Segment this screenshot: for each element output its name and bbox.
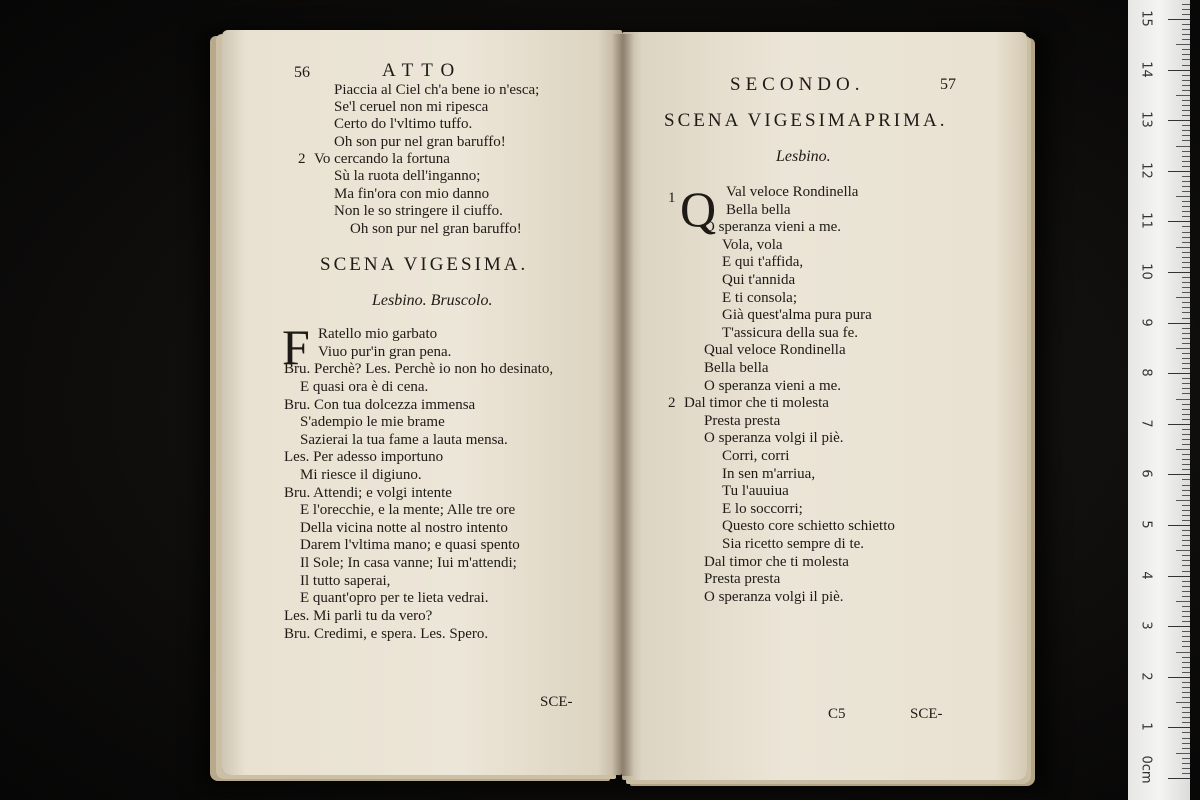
verse-line: Corri, corri <box>722 448 790 464</box>
ruler-tick <box>1182 140 1190 141</box>
ruler-tick <box>1182 388 1190 389</box>
ruler-tick <box>1182 135 1190 136</box>
dialogue-line: Les. Mi parli tu da vero? <box>284 608 433 624</box>
ruler-tick <box>1182 181 1190 182</box>
catchword: SCE- <box>910 706 943 722</box>
verse-line: Oh son pur nel gran baruffo! <box>350 221 522 237</box>
ruler-tick <box>1168 70 1190 71</box>
verse-line: Qui t'annida <box>722 272 796 288</box>
ruler-tick <box>1176 247 1190 248</box>
ruler-tick <box>1182 429 1190 430</box>
verse-line: Qual veloce Rondinella <box>704 342 846 358</box>
ruler-tick <box>1182 404 1190 405</box>
ruler-tick <box>1182 722 1190 723</box>
ruler-tick <box>1182 565 1190 566</box>
ruler-tick <box>1182 469 1190 470</box>
ruler-tick <box>1182 667 1190 668</box>
verse-line: Dal timor che ti molesta <box>704 554 849 570</box>
ruler-tick <box>1182 520 1190 521</box>
dialogue-line: Ratello mio garbato <box>318 326 438 342</box>
ruler-tick <box>1182 490 1190 491</box>
ruler-tick <box>1182 191 1190 192</box>
right-page-number: 57 <box>940 76 956 93</box>
ruler-tick <box>1182 4 1190 5</box>
ruler-tick <box>1176 95 1190 96</box>
verse-line: O speranza volgi il piè. <box>704 430 844 446</box>
ruler-tick <box>1182 748 1190 749</box>
dialogue-line: Sazierai la tua fame a lauta mensa. <box>300 432 508 448</box>
dialogue-line: Bru. Perchè? Les. Perchè io non ho desinato, <box>284 361 554 377</box>
ruler-tick <box>1182 581 1190 582</box>
verse-line: Ma fin'ora con mio danno <box>334 186 490 202</box>
ruler-tick <box>1182 636 1190 637</box>
dialogue-line: E l'orecchie, e la mente; Alle tre ore <box>300 502 516 518</box>
verse-line: Presta presta <box>704 413 781 429</box>
ruler-tick <box>1182 343 1190 344</box>
ruler-tick <box>1182 176 1190 177</box>
ruler-tick <box>1182 540 1190 541</box>
ruler-tick <box>1182 312 1190 313</box>
ruler-tick <box>1182 773 1190 774</box>
verse-line: Già quest'alma pura pura <box>722 307 872 323</box>
scene-heading: SCENA VIGESIMA. <box>320 254 529 275</box>
ruler-tick <box>1182 717 1190 718</box>
ruler-label: 8 <box>1138 368 1154 377</box>
ruler-tick <box>1182 571 1190 572</box>
book-gutter <box>612 34 634 776</box>
ruler-tick <box>1182 307 1190 308</box>
ruler-tick <box>1182 166 1190 167</box>
ruler-tick <box>1182 611 1190 612</box>
ruler-tick <box>1182 328 1190 329</box>
ruler-tick <box>1182 682 1190 683</box>
ruler-tick <box>1182 378 1190 379</box>
ruler-tick <box>1182 277 1190 278</box>
verse-line: Non le so stringere il ciuffo. <box>334 203 503 219</box>
stanza-number: 2 <box>668 395 676 411</box>
ruler-tick <box>1182 39 1190 40</box>
ruler-tick <box>1182 414 1190 415</box>
ruler-tick <box>1176 146 1190 147</box>
verse-line: Oh son pur nel gran baruffo! <box>334 134 506 150</box>
ruler-tick <box>1182 687 1190 688</box>
verse-line: Se'l ceruel non mi ripesca <box>334 99 489 115</box>
ruler-tick <box>1168 171 1190 172</box>
ruler-tick <box>1182 242 1190 243</box>
ruler-tick <box>1168 120 1190 121</box>
ruler-tick <box>1182 211 1190 212</box>
verse-line: Tu l'auuiua <box>722 483 789 499</box>
speakers-line: Lesbino. Bruscolo. <box>372 292 493 309</box>
ruler-tick <box>1182 110 1190 111</box>
ruler-label: 15 <box>1138 10 1154 27</box>
signature-mark: C5 <box>828 706 846 722</box>
ruler-label: 11 <box>1138 212 1154 230</box>
dialogue-line: S'adempio le mie brame <box>300 414 445 430</box>
ruler-tick <box>1182 363 1190 364</box>
ruler-tick <box>1182 712 1190 713</box>
left-page-number: 56 <box>294 64 310 81</box>
ruler-tick <box>1182 232 1190 233</box>
verse-line: E ti consola; <box>722 290 797 306</box>
ruler-tick <box>1168 727 1190 728</box>
ruler-tick <box>1176 297 1190 298</box>
ruler-tick <box>1182 115 1190 116</box>
ruler-tick <box>1182 151 1190 152</box>
right-running-head: SECONDO. <box>730 74 865 95</box>
ruler-tick <box>1182 586 1190 587</box>
verse-line: Bella bella <box>726 202 791 218</box>
ruler-tick <box>1182 560 1190 561</box>
ruler-tick <box>1176 753 1190 754</box>
ruler-tick <box>1182 237 1190 238</box>
ruler-tick <box>1182 454 1190 455</box>
verse-line: Bella bella <box>704 360 769 376</box>
ruler-tick <box>1182 672 1190 673</box>
dialogue-line: Darem l'vltima mano; e quasi spento <box>300 537 520 553</box>
ruler-tick <box>1182 459 1190 460</box>
measuring-ruler <box>1128 0 1190 800</box>
left-running-head: ATTO <box>382 60 463 81</box>
ruler-tick <box>1182 621 1190 622</box>
ruler-tick <box>1182 631 1190 632</box>
ruler-tick <box>1182 596 1190 597</box>
ruler-tick <box>1182 743 1190 744</box>
ruler-tick <box>1176 601 1190 602</box>
ruler-tick <box>1182 505 1190 506</box>
verse-line: Vo cercando la fortuna <box>314 151 450 167</box>
ruler-tick <box>1182 252 1190 253</box>
ruler-tick <box>1182 409 1190 410</box>
ruler-tick <box>1182 90 1190 91</box>
dialogue-line: E quasi ora è di cena. <box>300 379 429 395</box>
ruler-tick <box>1168 373 1190 374</box>
ruler-tick <box>1176 399 1190 400</box>
ruler-tick <box>1182 85 1190 86</box>
ruler-tick <box>1182 545 1190 546</box>
ruler-tick <box>1168 525 1190 526</box>
dialogue-line: Il tutto saperai, <box>300 573 391 589</box>
dialogue-line: Viuo pur'in gran pena. <box>318 344 452 360</box>
ruler-label: 14 <box>1138 60 1154 78</box>
ruler-tick <box>1182 662 1190 663</box>
ruler-tick <box>1182 282 1190 283</box>
ruler-tick <box>1182 105 1190 106</box>
ruler-tick <box>1168 221 1190 222</box>
ruler-tick <box>1182 65 1190 66</box>
ruler-tick <box>1176 348 1190 349</box>
ruler-tick <box>1182 479 1190 480</box>
dialogue-line: Bru. Credimi, e spera. Les. Spero. <box>284 626 489 642</box>
ruler-tick <box>1182 641 1190 642</box>
ruler-tick <box>1182 439 1190 440</box>
ruler-label: 12 <box>1138 162 1154 179</box>
ruler-tick <box>1182 130 1190 131</box>
verse-line: Piaccia al Ciel ch'a bene io n'esca; <box>334 82 540 98</box>
ruler-tick <box>1182 510 1190 511</box>
ruler-tick <box>1182 292 1190 293</box>
ruler-tick <box>1176 44 1190 45</box>
ruler-tick <box>1168 19 1190 20</box>
ruler-tick <box>1168 677 1190 678</box>
dialogue-line: Les. Per adesso importuno <box>284 449 444 465</box>
ruler-tick <box>1182 768 1190 769</box>
ruler-tick <box>1182 226 1190 227</box>
ruler-tick <box>1182 393 1190 394</box>
ruler-label: 13 <box>1138 111 1154 128</box>
ruler-tick <box>1182 29 1190 30</box>
ruler-tick <box>1182 206 1190 207</box>
ruler-tick <box>1182 34 1190 35</box>
ruler-tick <box>1168 576 1190 577</box>
ruler-label: 5 <box>1138 520 1154 529</box>
ruler-tick <box>1182 383 1190 384</box>
ruler-tick <box>1182 738 1190 739</box>
drop-capital: F <box>282 319 310 375</box>
ruler-tick <box>1168 474 1190 475</box>
ruler-tick <box>1182 732 1190 733</box>
ruler-tick <box>1182 646 1190 647</box>
ruler-label: 2 <box>1138 672 1154 681</box>
ruler-tick <box>1182 262 1190 263</box>
ruler-tick <box>1168 778 1190 779</box>
ruler-tick <box>1182 49 1190 50</box>
ruler-tick <box>1182 59 1190 60</box>
ruler-tick <box>1182 75 1190 76</box>
verse-line: Sia ricetto sempre di te. <box>722 536 865 552</box>
left-page <box>222 30 622 775</box>
drop-capital: Q <box>680 181 717 237</box>
ruler-tick <box>1182 697 1190 698</box>
ruler-label: 6 <box>1138 469 1154 479</box>
verse-line: Val veloce Rondinella <box>726 184 859 200</box>
verse-line: Presta presta <box>704 571 781 587</box>
ruler-tick <box>1182 338 1190 339</box>
ruler-tick <box>1176 652 1190 653</box>
verse-line: E lo soccorri; <box>722 501 803 517</box>
scene-heading: SCENA VIGESIMAPRIMA. <box>664 110 948 131</box>
ruler-tick <box>1168 323 1190 324</box>
ruler-label: 3 <box>1138 621 1154 630</box>
ruler-tick <box>1182 125 1190 126</box>
right-page <box>622 32 1027 780</box>
ruler-tick <box>1182 657 1190 658</box>
ruler-tick <box>1182 515 1190 516</box>
ruler-tick <box>1182 368 1190 369</box>
ruler-tick <box>1182 353 1190 354</box>
ruler-tick <box>1182 707 1190 708</box>
ruler-tick <box>1182 530 1190 531</box>
ruler-tick <box>1182 14 1190 15</box>
ruler-tick <box>1168 272 1190 273</box>
speaker-line: Lesbino. <box>776 148 831 165</box>
ruler-tick <box>1176 449 1190 450</box>
catchword: SCE- <box>540 694 573 710</box>
ruler-tick <box>1182 100 1190 101</box>
ruler-tick <box>1168 626 1190 627</box>
ruler-tick <box>1182 606 1190 607</box>
ruler-tick <box>1182 186 1190 187</box>
stanza-number: 1 <box>668 190 676 206</box>
ruler-tick <box>1182 434 1190 435</box>
ruler-tick <box>1182 318 1190 319</box>
ruler-tick <box>1182 201 1190 202</box>
dialogue-line: Mi riesce il digiuno. <box>300 467 422 483</box>
verse-line: Sù la ruota dell'inganno; <box>334 168 481 184</box>
ruler-label: 9 <box>1138 317 1154 327</box>
dialogue-line: Bru. Con tua dolcezza immensa <box>284 397 476 413</box>
verse-line: Questo core schietto schietto <box>722 518 895 534</box>
verse-line: E qui t'affida, <box>722 254 804 270</box>
ruler-tick <box>1182 267 1190 268</box>
verse-line: O speranza volgi il piè. <box>704 589 844 605</box>
ruler-tick <box>1182 156 1190 157</box>
ruler-tick <box>1182 495 1190 496</box>
ruler-tick <box>1176 196 1190 197</box>
ruler-tick <box>1182 444 1190 445</box>
ruler-tick <box>1182 333 1190 334</box>
ruler-tick <box>1182 555 1190 556</box>
ruler-tick <box>1182 485 1190 486</box>
ruler-tick <box>1182 419 1190 420</box>
ruler-tick <box>1182 216 1190 217</box>
ruler-label: 10 <box>1138 263 1154 280</box>
verse-line: Certo do l'vltimo tuffo. <box>334 116 473 132</box>
ruler-tick <box>1176 500 1190 501</box>
ruler-label: 1 <box>1138 722 1154 732</box>
ruler-tick <box>1182 758 1190 759</box>
ruler-tick <box>1168 424 1190 425</box>
dialogue-line: E quant'opro per te lieta vedrai. <box>300 590 489 606</box>
verse-line: O speranza vieni a me. <box>704 219 842 235</box>
verse-line: Vola, vola <box>722 237 783 253</box>
ruler-tick <box>1182 763 1190 764</box>
verse-line: Dal timor che ti molesta <box>684 395 829 411</box>
ruler-tick <box>1182 54 1190 55</box>
ruler-tick <box>1182 257 1190 258</box>
ruler-tick <box>1176 550 1190 551</box>
ruler-tick <box>1182 591 1190 592</box>
ruler-tick <box>1182 287 1190 288</box>
verse-line: T'assicura della sua fe. <box>722 325 858 341</box>
ruler-label: 0cm <box>1138 755 1154 784</box>
ruler-tick <box>1182 161 1190 162</box>
ruler-tick <box>1182 616 1190 617</box>
stanza-number: 2 <box>298 151 306 167</box>
ruler-tick <box>1182 24 1190 25</box>
ruler-label: 7 <box>1138 419 1154 428</box>
ruler-tick <box>1182 464 1190 465</box>
ruler-tick <box>1182 9 1190 10</box>
ruler-tick <box>1182 80 1190 81</box>
dialogue-line: Il Sole; In casa vanne; Iui m'attendi; <box>300 555 517 571</box>
dialogue-line: Bru. Attendi; e volgi intente <box>284 485 452 501</box>
ruler-tick <box>1182 535 1190 536</box>
dialogue-line: Della vicina notte al nostro intento <box>300 520 508 536</box>
ruler-tick <box>1182 358 1190 359</box>
ruler-label: 4 <box>1138 570 1154 580</box>
verse-line: O speranza vieni a me. <box>704 378 842 394</box>
ruler-tick <box>1182 302 1190 303</box>
ruler-tick <box>1176 702 1190 703</box>
verse-line: In sen m'arriua, <box>722 466 816 482</box>
ruler-tick <box>1182 692 1190 693</box>
